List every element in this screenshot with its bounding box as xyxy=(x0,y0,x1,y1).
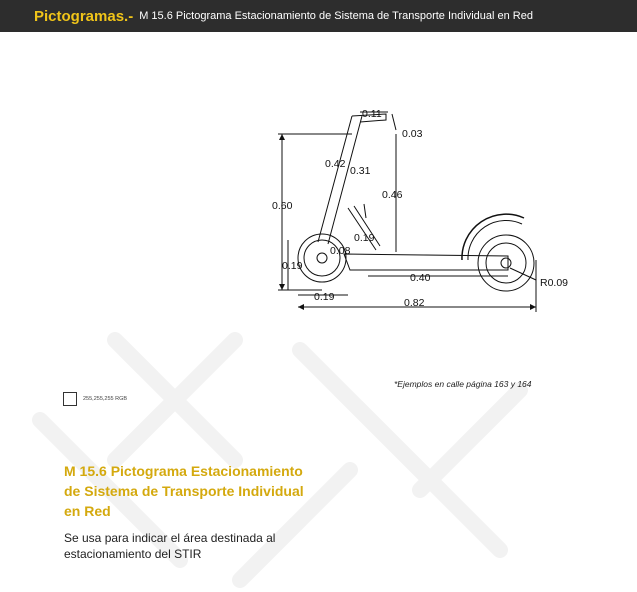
dim-0-42: 0.42 xyxy=(325,158,346,170)
section-title-line-3: en Red xyxy=(64,503,111,519)
front-wheel-inner xyxy=(501,258,511,268)
page-header xyxy=(0,0,637,32)
section-description xyxy=(64,530,344,562)
header-brand: Pictogramas.- xyxy=(34,7,134,25)
color-swatch-label: 255,255,255 RGB xyxy=(83,396,128,402)
front-wheel-middle xyxy=(486,243,526,283)
dim-0-31: 0.31 xyxy=(350,165,371,177)
dim-0-19-bottom: 0.19 xyxy=(314,291,335,303)
rear-wheel-outer xyxy=(298,234,346,282)
section-description-line-1: Se usa para indicar el área destinada al xyxy=(64,531,276,545)
dim-r0-09: R0.09 xyxy=(540,277,569,289)
dim-0-11: 0.11 xyxy=(362,108,382,120)
dim-0-03: 0.03 xyxy=(402,128,423,140)
dim-0-19-angle: 0.19 xyxy=(354,232,375,244)
dim-0-46: 0.46 xyxy=(382,189,403,201)
dim-0-19-left: 0.19 xyxy=(282,260,303,272)
scooter-deck xyxy=(344,254,508,270)
dim-0-60: 0.60 xyxy=(272,200,293,212)
examples-note: *Ejemplos en calle página 163 y 164 xyxy=(394,379,532,389)
scooter-technical-drawing xyxy=(262,100,592,315)
header-title: M 15.6 Pictograma Estacionamiento de Sistema de Transporte Individual en Red xyxy=(139,10,533,22)
section-description-line-2: estacionamiento del STIR xyxy=(64,547,202,561)
section-title-line-1: M 15.6 Pictograma Estacionamiento xyxy=(64,463,303,479)
section-title-line-2: de Sistema de Transporte Individual xyxy=(64,483,304,499)
section-title xyxy=(64,461,374,521)
dim-0-40: 0.40 xyxy=(410,272,431,284)
color-swatch xyxy=(63,392,77,406)
scooter-stem xyxy=(318,116,362,244)
dim-0-08: 0.08 xyxy=(330,245,351,257)
rear-wheel-inner xyxy=(317,253,327,263)
dim-0-82: 0.82 xyxy=(404,297,425,309)
